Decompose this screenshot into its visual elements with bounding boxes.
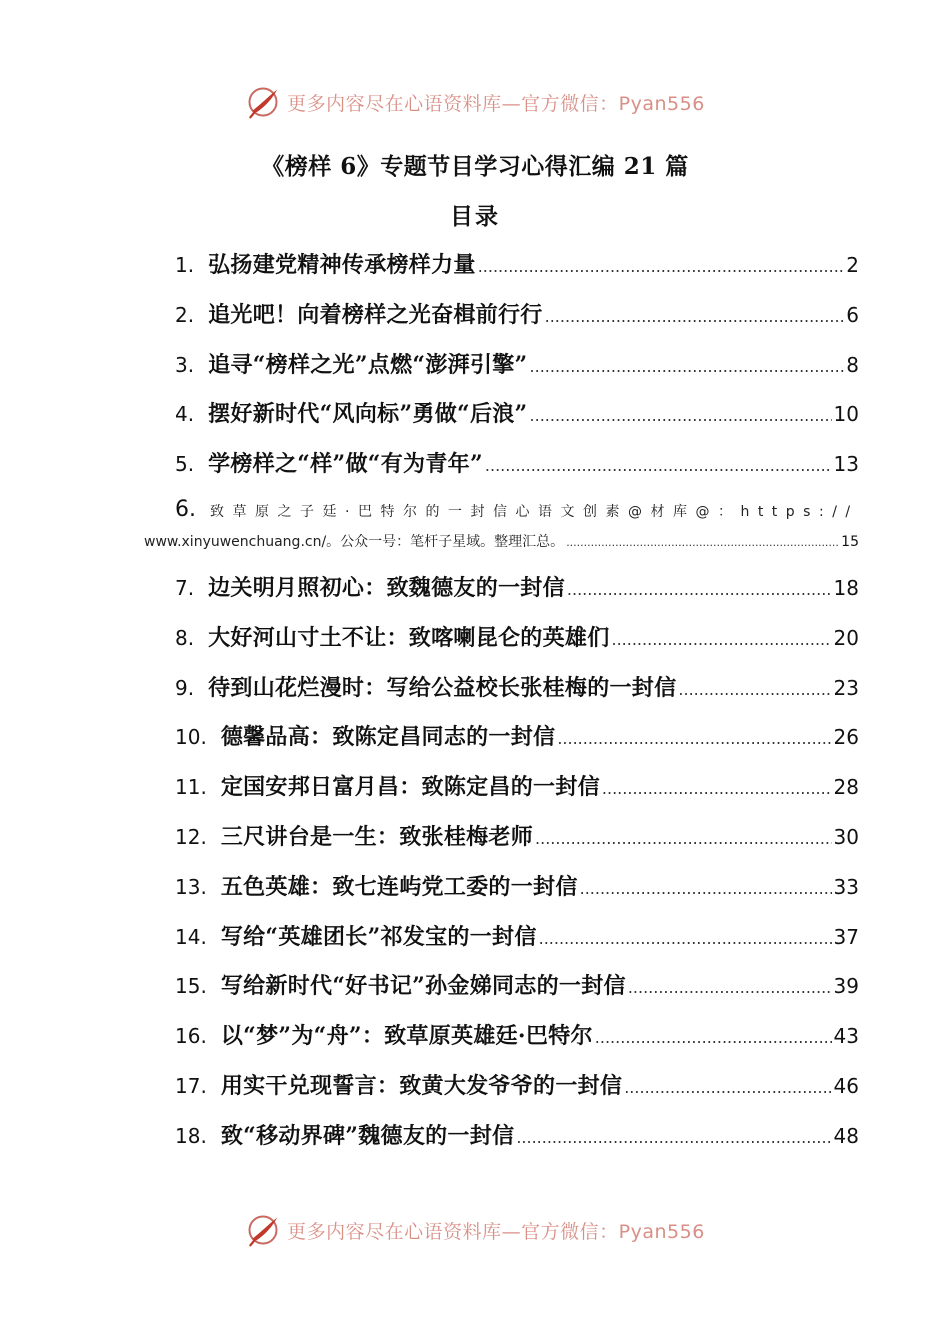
toc-leader bbox=[624, 1078, 831, 1097]
toc-heading: 目录 bbox=[450, 203, 500, 230]
toc-page-number: 28 bbox=[833, 775, 859, 800]
toc-title: 五色英雄：致七连屿党工委的一封信 bbox=[220, 873, 578, 900]
document-title: 《榜样 6》专题节目学习心得汇编 21 篇 bbox=[261, 153, 689, 180]
toc-entry[interactable] bbox=[175, 1119, 859, 1169]
toc-entry[interactable] bbox=[175, 671, 859, 721]
toc-leader bbox=[628, 978, 832, 997]
toc-entry[interactable] bbox=[175, 820, 859, 870]
toc-page-number: 48 bbox=[833, 1123, 859, 1148]
toc-entry[interactable] bbox=[175, 920, 859, 970]
toc-number: 18. bbox=[175, 1123, 207, 1148]
toc-page-number: 13 bbox=[833, 452, 859, 477]
toc-title: 以“梦”为“舟”：致草原英雄廷·巴特尔 bbox=[220, 1023, 593, 1050]
toc-entry[interactable] bbox=[175, 298, 859, 348]
toc-leader bbox=[595, 1028, 832, 1047]
toc-number: 11. bbox=[175, 775, 207, 800]
toc-title: 德馨品高：致陈定昌同志的一封信 bbox=[220, 724, 556, 751]
toc-leader bbox=[602, 779, 832, 798]
toc-entry[interactable] bbox=[175, 571, 859, 621]
toc-entry-line-2 bbox=[144, 531, 859, 551]
toc-number: 4. bbox=[175, 402, 195, 427]
watermark-text: 更多内容尽在心语资料库—官方微信：Pyan556 bbox=[287, 92, 705, 115]
table-of-contents bbox=[144, 248, 859, 1169]
toc-title-line-1: 致草原之子廷·巴特尔的一封信心语文创素@材库@：https:// bbox=[210, 503, 859, 520]
toc-page-number: 43 bbox=[833, 1024, 859, 1049]
toc-title: 学榜样之“样”做“有为青年” bbox=[208, 451, 483, 478]
toc-entry[interactable] bbox=[175, 348, 859, 398]
toc-entry[interactable] bbox=[175, 248, 859, 298]
toc-title: 待到山花烂漫时：写给公益校长张桂梅的一封信 bbox=[208, 674, 677, 701]
toc-number: 16. bbox=[175, 1024, 207, 1049]
toc-number: 9. bbox=[175, 675, 195, 700]
toc-number: 12. bbox=[175, 824, 207, 849]
toc-leader bbox=[530, 406, 832, 425]
toc-number: 2. bbox=[175, 302, 195, 327]
toc-entry-wrapped[interactable] bbox=[144, 496, 859, 571]
toc-title: 追寻“榜样之光”点燃“澎湃引擎” bbox=[208, 351, 528, 378]
quill-logo-icon bbox=[245, 1212, 281, 1248]
toc-number: 13. bbox=[175, 874, 207, 899]
toc-leader bbox=[478, 257, 845, 276]
toc-title: 三尺讲台是一生：致张桂梅老师 bbox=[220, 823, 534, 850]
toc-number: 10. bbox=[175, 725, 207, 750]
watermark-footer bbox=[0, 1210, 950, 1250]
toc-number: 14. bbox=[175, 924, 207, 949]
quill-logo-icon bbox=[245, 84, 281, 120]
toc-number: 8. bbox=[175, 625, 195, 650]
toc-page-number: 2 bbox=[846, 253, 859, 277]
toc-number: 15. bbox=[175, 974, 207, 999]
toc-leader bbox=[567, 580, 832, 599]
toc-title: 定国安邦日富月昌：致陈定昌的一封信 bbox=[220, 774, 600, 801]
toc-title: 写给“英雄团长”祁发宝的一封信 bbox=[220, 923, 537, 950]
toc-leader bbox=[580, 879, 832, 898]
toc-entry[interactable] bbox=[175, 720, 859, 770]
toc-title: 摆好新时代“风向标”勇做“后浪” bbox=[208, 401, 528, 428]
toc-page-number: 30 bbox=[833, 824, 859, 849]
toc-page-number: 15 bbox=[841, 533, 859, 550]
watermark-header bbox=[0, 82, 950, 122]
toc-leader bbox=[516, 1128, 831, 1147]
toc-leader bbox=[545, 307, 845, 326]
toc-page-number: 20 bbox=[833, 625, 859, 650]
toc-leader bbox=[557, 729, 831, 748]
toc-title: 大好河山寸土不让：致喀喇昆仑的英雄们 bbox=[208, 624, 610, 651]
toc-leader bbox=[539, 929, 832, 948]
toc-number: 3. bbox=[175, 352, 195, 377]
toc-title: 写给新时代“好书记”孙金娣同志的一封信 bbox=[220, 973, 626, 1000]
toc-leader bbox=[530, 357, 845, 376]
toc-number: 5. bbox=[175, 452, 195, 477]
toc-entry[interactable] bbox=[175, 1019, 859, 1069]
toc-entry[interactable] bbox=[175, 447, 859, 497]
toc-page-number: 6 bbox=[846, 302, 859, 327]
toc-entry[interactable] bbox=[175, 621, 859, 671]
toc-entry[interactable] bbox=[175, 870, 859, 920]
toc-entry-line-1 bbox=[175, 497, 859, 529]
toc-entry[interactable] bbox=[175, 397, 859, 447]
toc-title: 用实干兑现誓言：致黄大发爷爷的一封信 bbox=[220, 1072, 623, 1099]
toc-number: 6. bbox=[175, 496, 196, 522]
toc-page-number: 39 bbox=[833, 974, 859, 999]
toc-number: 1. bbox=[175, 253, 195, 277]
toc-leader bbox=[485, 456, 832, 475]
toc-page-number: 37 bbox=[833, 924, 859, 949]
toc-title-line-2: www.xinyuwenchuang.cn/。公众一号：笔杆子星域。整理汇总。 bbox=[144, 533, 565, 550]
toc-page-number: 8 bbox=[846, 352, 859, 377]
toc-title: 弘扬建党精神传承榜样力量 bbox=[208, 252, 476, 278]
toc-page-number: 18 bbox=[833, 575, 859, 600]
toc-entry[interactable] bbox=[175, 770, 859, 820]
toc-title: 边关明月照初心：致魏德友的一封信 bbox=[208, 574, 565, 601]
toc-entry[interactable] bbox=[175, 1069, 859, 1119]
toc-title: 追光吧！向着榜样之光奋楫前行行 bbox=[208, 301, 543, 328]
watermark-text: 更多内容尽在心语资料库—官方微信：Pyan556 bbox=[287, 1220, 705, 1243]
toc-page-number: 10 bbox=[833, 402, 859, 427]
toc-page-number: 46 bbox=[833, 1073, 859, 1098]
toc-leader bbox=[678, 680, 831, 699]
toc-title: 致“移动界碑”魏德友的一封信 bbox=[220, 1122, 515, 1149]
toc-leader bbox=[566, 536, 839, 549]
toc-page-number: 26 bbox=[833, 725, 859, 750]
toc-leader bbox=[612, 630, 832, 649]
toc-leader bbox=[535, 829, 832, 848]
toc-page-number: 23 bbox=[833, 675, 859, 700]
toc-number: 7. bbox=[175, 575, 195, 600]
toc-page-number: 33 bbox=[833, 874, 859, 899]
toc-number: 17. bbox=[175, 1073, 207, 1098]
toc-entry[interactable] bbox=[175, 969, 859, 1019]
